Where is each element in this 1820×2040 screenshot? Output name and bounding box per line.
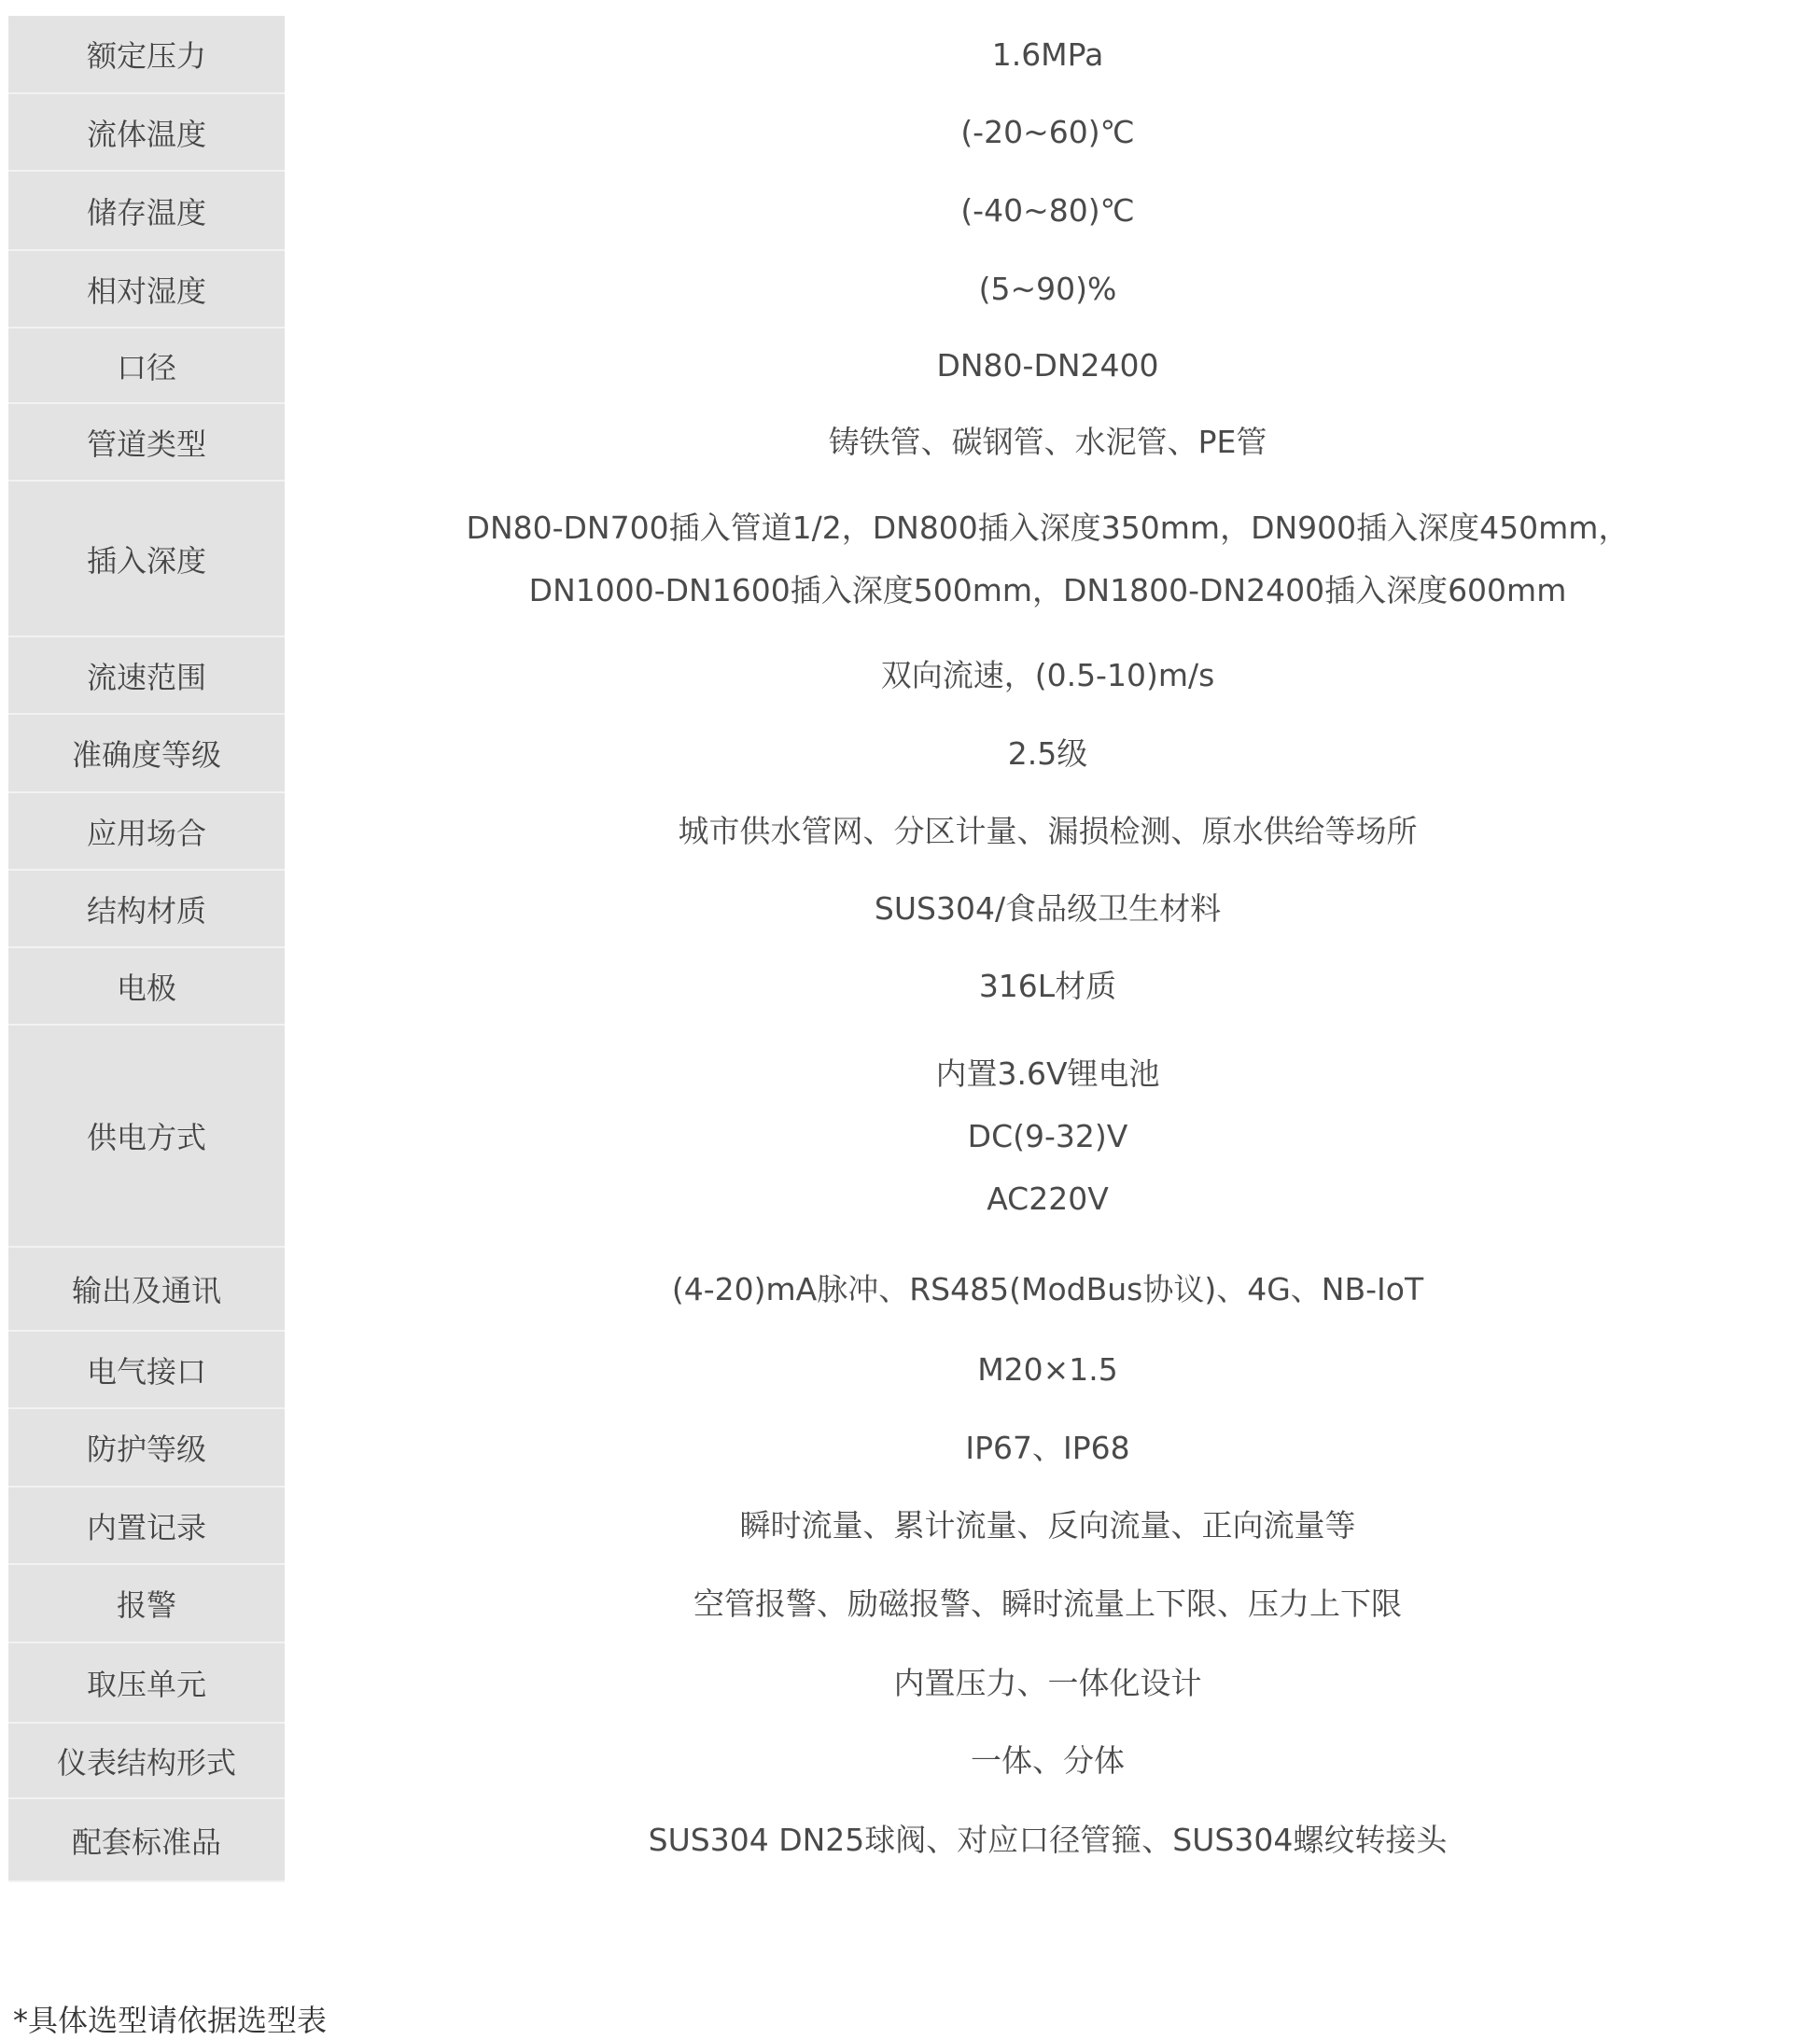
spec-table [8,16,1811,1882]
spec-label: 内置记录 [8,1487,285,1564]
spec-label: 准确度等级 [8,714,285,792]
spec-label: 相对湿度 [8,250,285,328]
spec-row [8,328,1811,403]
spec-value-cell [285,1487,1811,1564]
spec-value: 铸铁管、碳钢管、水泥管、PE管 [828,424,1267,460]
spec-value: 瞬时流量、累计流量、反向流量、正向流量等 [739,1507,1356,1544]
spec-value: 2.5级 [1007,734,1088,772]
spec-table-body [8,16,1811,1881]
spec-row [8,947,1811,1025]
spec-value: (-40~80)℃ [960,192,1135,229]
spec-label: 供电方式 [8,1025,285,1247]
spec-value: AC220V [987,1180,1109,1217]
spec-value: SUS304/食品级卫生材料 [874,890,1222,927]
spec-value-cell [285,1642,1811,1723]
spec-value-cell [285,947,1811,1025]
spec-label: 电极 [8,947,285,1025]
spec-value: 空管报警、励磁报警、瞬时流量上下限、压力上下限 [693,1585,1402,1622]
spec-value: 内置3.6V锂电池 [935,1055,1160,1092]
spec-row [8,93,1811,171]
spec-value: 内置压力、一体化设计 [893,1664,1202,1701]
spec-value: 双向流速，(0.5-10)m/s [880,657,1215,693]
spec-label: 电气接口 [8,1331,285,1408]
spec-label: 插入深度 [8,481,285,636]
spec-row [8,1642,1811,1723]
spec-value: (-20~60)℃ [960,114,1135,150]
spec-value-cell [285,250,1811,328]
spec-label: 口径 [8,328,285,403]
spec-value-cell [285,636,1811,714]
spec-row [8,870,1811,947]
spec-row [8,636,1811,714]
spec-row [8,250,1811,328]
spec-row [8,714,1811,792]
spec-value-cell [285,328,1811,403]
spec-value: DN80-DN700插入管道1/2，DN800插入深度350mm，DN900插入深度450mm， [466,509,1630,546]
spec-label: 仪表结构形式 [8,1723,285,1798]
spec-value-cell [285,1025,1811,1247]
spec-value-cell [285,16,1811,93]
spec-value-cell [285,1564,1811,1642]
spec-value-cell [285,1798,1811,1881]
footnote: *具体选型请依据选型表 [13,2003,328,2038]
spec-row [8,1723,1811,1798]
spec-label: 报警 [8,1564,285,1642]
spec-value: 316L材质 [978,968,1117,1004]
spec-row [8,792,1811,870]
spec-value-cell [285,1408,1811,1487]
spec-value-cell [285,870,1811,947]
spec-row [8,1331,1811,1408]
spec-value: 城市供水管网、分区计量、漏损检测、原水供给等场所 [678,813,1418,849]
spec-row [8,1487,1811,1564]
spec-value-cell [285,171,1811,250]
spec-value-cell [285,714,1811,792]
spec-value: SUS304 DN25球阀、对应口径管箍、SUS304螺纹转接头 [648,1822,1448,1858]
spec-value: DN1000-DN1600插入深度500mm，DN1800-DN2400插入深度600mm [528,571,1567,608]
spec-label: 应用场合 [8,792,285,870]
spec-value-cell [285,792,1811,870]
spec-value: DC(9-32)V [967,1117,1128,1154]
spec-label: 结构材质 [8,870,285,947]
spec-label: 配套标准品 [8,1798,285,1881]
spec-value: M20×1.5 [977,1351,1118,1388]
spec-row [8,171,1811,250]
spec-value: 1.6MPa [991,36,1104,73]
spec-label: 输出及通讯 [8,1247,285,1331]
spec-label: 取压单元 [8,1642,285,1723]
spec-label: 流体温度 [8,93,285,171]
spec-label: 管道类型 [8,403,285,481]
spec-value-cell [285,403,1811,481]
spec-value-cell [285,1247,1811,1331]
spec-value: IP67、IP68 [965,1429,1130,1466]
spec-value: (5~90)% [978,271,1117,307]
spec-value-cell [285,93,1811,171]
spec-label: 额定压力 [8,16,285,93]
spec-row [8,1025,1811,1247]
spec-label: 储存温度 [8,171,285,250]
spec-value: DN80-DN2400 [936,347,1159,384]
spec-row [8,481,1811,636]
spec-row [8,1408,1811,1487]
spec-label: 流速范围 [8,636,285,714]
spec-row [8,1564,1811,1642]
spec-value-cell [285,1331,1811,1408]
spec-value-cell [285,1723,1811,1798]
spec-row [8,16,1811,93]
spec-value-cell [285,481,1811,636]
spec-row [8,403,1811,481]
spec-label: 防护等级 [8,1408,285,1487]
spec-row [8,1247,1811,1331]
spec-row [8,1798,1811,1881]
spec-value: 一体、分体 [971,1742,1125,1779]
spec-value: (4-20)mA脉冲、RS485(ModBus协议)、4G、NB-IoT [671,1270,1424,1307]
